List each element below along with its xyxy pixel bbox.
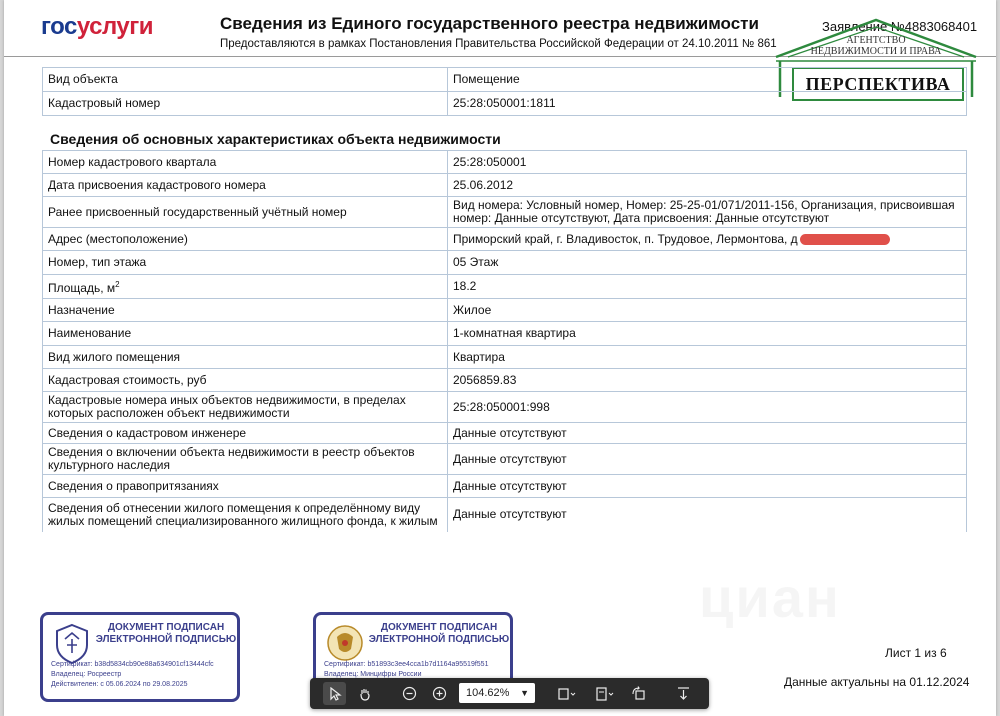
signature-title: ДОКУМЕНТ ПОДПИСАН ЭЛЕКТРОННОЙ ПОДПИСЬЮ [368,622,510,645]
row-value: Данные отсутствуют [448,475,967,498]
fit-page-icon [557,687,577,701]
row-value: Вид номера: Условный номер, Номер: 25-25-01/071/2011-156, Организация, присвоившая номер: Данные отсутствуют, Дата присвоения: Данные отсутствуют [448,197,967,228]
table-row [43,228,967,251]
row-value: Квартира [448,346,967,369]
row-label: Сведения об отнесении жилого помещения к определённому виду жилых помещений специализированного жилищного фонда, к жилым [43,498,448,532]
page-view-icon [595,687,615,701]
table-row [43,68,967,92]
row-label: Ранее присвоенный государственный учётный номер [43,197,448,228]
rosreestr-emblem-icon [53,621,91,665]
row-value: 25:28:050001 [448,151,967,174]
zoom-select[interactable] [459,683,535,703]
row-value: Данные отсутствуют [448,423,967,444]
logo-part2: услуги [76,13,153,40]
table-row [43,392,967,423]
table-row [43,151,967,174]
zoom-out-button[interactable] [398,682,421,705]
rotate-icon [631,686,646,701]
cian-watermark [699,565,841,630]
row-value: 1-комнатная квартира [448,322,967,346]
fit-page-button[interactable] [553,682,581,705]
logo-part1: гос [41,13,77,40]
table-row [43,299,967,322]
download-icon [676,686,691,701]
zoom-out-icon [402,686,417,701]
row-value: 18.2 [448,275,967,299]
table-row [43,346,967,369]
section-title: Сведения об основных характеристиках объекта недвижимости [50,131,501,147]
table-row [43,423,967,444]
row-value: Данные отсутствуют [448,444,967,475]
address-text: Приморский край, г. Владивосток, п. Трудовое, Лермонтова, д [453,231,798,246]
signature-owner: Владелец: Росреестр [51,671,122,678]
coat-of-arms-icon [326,621,364,665]
document-subtitle: Предоставляются в рамках Постановления Правительства Российской Федерации от 24.10.2011 № 861 [220,38,777,50]
row-value: Помещение [448,68,967,92]
signature-title: ДОКУМЕНТ ПОДПИСАН ЭЛЕКТРОННОЙ ПОДПИСЬЮ [95,622,237,645]
table-row [43,475,967,498]
row-label: Вид жилого помещения [43,346,448,369]
document-page [4,0,996,716]
row-label: Кадастровые номера иных объектов недвижимости, в пределах которых расположен объект недвижимости [43,392,448,423]
row-label: Адрес (местоположение) [43,228,448,251]
row-label: Сведения о включении объекта недвижимости в реестр объектов культурного наследия [43,444,448,475]
row-value: 25:28:050001:1811 [448,92,967,116]
pointer-icon [328,687,342,701]
row-label: Наименование [43,322,448,346]
hand-icon [358,687,372,701]
row-label: Дата присвоения кадастрового номера [43,174,448,197]
sheet-counter: Лист 1 из 6 [885,646,947,660]
row-label: Кадастровая стоимость, руб [43,369,448,392]
row-value [448,228,967,251]
row-value: Жилое [448,299,967,322]
agency-line2: НЕДВИЖИМОСТИ И ПРАВА [810,46,942,57]
redaction-mark [800,234,890,245]
object-table [42,67,967,116]
statement-number: Заявление №4883068401 [822,19,978,34]
hand-tool-button[interactable] [353,682,376,705]
table-row [43,322,967,346]
signature-owner: Владелец: Минцифры России [324,671,422,678]
characteristics-table [42,150,967,532]
rotate-button[interactable] [627,682,650,705]
row-value: 2056859.83 [448,369,967,392]
pointer-tool-button[interactable] [323,682,346,705]
row-label: Сведения о кадастровом инженере [43,423,448,444]
table-row [43,275,967,299]
signature-cert: Сертификат: b51893c3ee4cca1b7d1164a95519f551 [324,661,489,668]
zoom-in-button[interactable] [428,682,451,705]
row-value: 25.06.2012 [448,174,967,197]
table-row [43,197,967,228]
pdf-toolbar [310,678,709,709]
signature-validity: Действителен: с 05.06.2024 по 29.08.2025 [51,681,188,688]
table-row [43,174,967,197]
area-superscript: 2 [115,280,120,289]
row-label: Номер кадастрового квартала [43,151,448,174]
table-row [43,369,967,392]
area-label: Площадь, м [48,281,116,295]
signature-stamp-rosreestr [40,612,240,702]
chevron-down-icon: ▼ [520,688,529,698]
table-row [43,92,967,116]
row-value: 25:28:050001:998 [448,392,967,423]
signature-cert: Сертификат: b38d5834cb90e88a634901cf13444cfc [51,661,214,668]
document-title: Сведения из Единого государственного реестра недвижимости [220,14,759,33]
row-label [43,275,448,299]
row-label: Назначение [43,299,448,322]
row-label: Кадастровый номер [43,92,448,116]
row-label: Номер, тип этажа [43,251,448,275]
agency-line1: АГЕНТСТВО [846,35,906,46]
actual-date: Данные актуальны на 01.12.2024 [784,675,970,689]
table-row [43,251,967,275]
row-label: Сведения о правопритязаниях [43,475,448,498]
agency-name: ПЕРСПЕКТИВА [792,67,964,101]
row-label: Вид объекта [43,68,448,92]
row-value: 05 Этаж [448,251,967,275]
page-view-button[interactable] [591,682,619,705]
row-value: Данные отсутствуют [448,498,967,532]
zoom-in-icon [432,686,447,701]
download-button[interactable] [672,682,695,705]
gosuslugi-logo [41,13,153,41]
table-row [43,444,967,475]
table-row [43,498,967,532]
zoom-value: 104.62% [466,687,510,699]
